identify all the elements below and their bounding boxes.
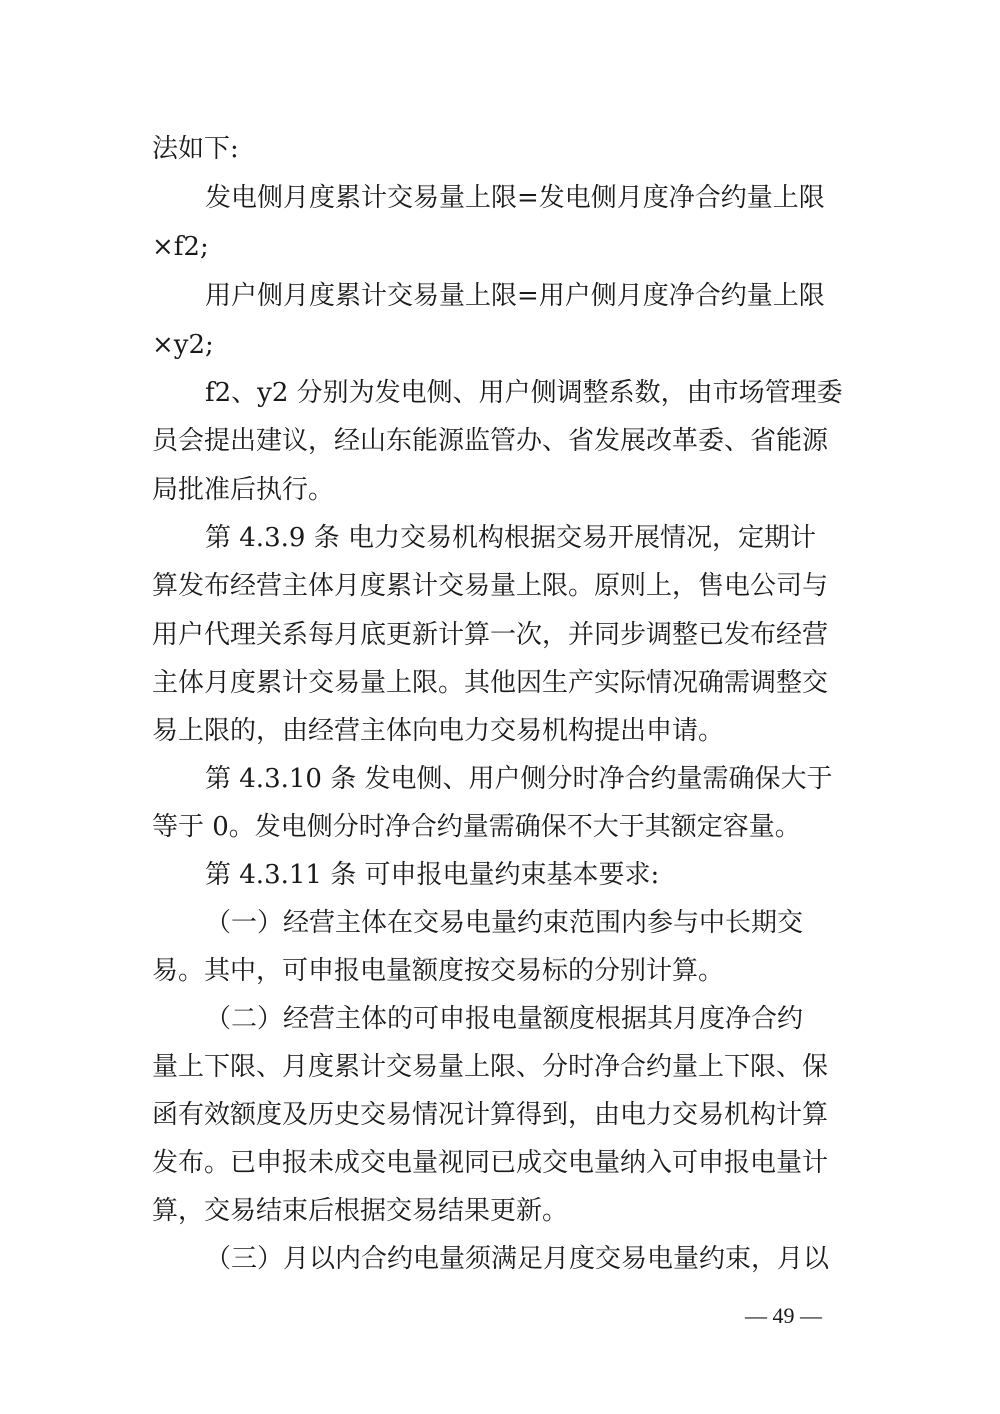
text-line [0, 320, 1000, 370]
line-text: 员会提出建议，经山东能源监管办、省发展改革委、省能源 [152, 426, 829, 456]
text-line [0, 1042, 1000, 1092]
text-line [0, 1138, 1000, 1188]
line-text: 算发布经营主体月度累计交易量上限。原则上，售电公司与 [152, 571, 829, 601]
text-line [0, 561, 1000, 611]
text-line [0, 465, 1000, 515]
line-text: 易。其中，可申报电量额度按交易标的分别计算。 [152, 956, 725, 986]
text-line [0, 994, 1000, 1044]
text-line [0, 1234, 1000, 1284]
text-line [0, 271, 1000, 321]
line-text: 等于 0。发电侧分时净合约量需确保不大于其额定容量。 [152, 812, 801, 842]
text-line [0, 173, 1000, 223]
line-text: 第 4.3.10 条 发电侧、用户侧分时净合约量需确保大于 [205, 764, 833, 794]
line-text: 法如下: [152, 134, 239, 164]
line-text: 局批准后执行。 [152, 475, 335, 505]
line-text: f2、y2 分别为发电侧、用户侧调整系数，由市场管理委 [205, 378, 843, 408]
text-line [0, 898, 1000, 948]
text-line [0, 610, 1000, 660]
line-text: ×y2; [152, 330, 214, 360]
line-text: 用户代理关系每月底更新计算一次，并同步调整已发布经营 [152, 620, 829, 650]
text-line [0, 706, 1000, 756]
line-text: 主体月度累计交易量上限。其他因生产实际情况确需调整交 [152, 668, 829, 698]
line-text: 函有效额度及历史交易情况计算得到，由电力交易机构计算 [152, 1100, 829, 1130]
text-line [0, 1090, 1000, 1140]
line-text: 发布。已申报未成交电量视同已成交电量纳入可申报电量计 [152, 1148, 829, 1178]
line-text: （三）月以内合约电量须满足月度交易电量约束，月以 [205, 1244, 830, 1274]
text-line [0, 754, 1000, 804]
text-line [0, 850, 1000, 900]
line-text: （一）经营主体在交易电量约束范围内参与中长期交 [205, 908, 804, 938]
line-text: 易上限的，由经营主体向电力交易机构提出申请。 [152, 716, 725, 746]
line-text: 发电侧月度累计交易量上限=发电侧月度净合约量上限 [205, 183, 825, 213]
line-text: 用户侧月度累计交易量上限=用户侧月度净合约量上限 [205, 281, 825, 311]
page-number: — 49 — [745, 1303, 822, 1328]
text-line [0, 368, 1000, 418]
line-text: 第 4.3.11 条 可申报电量约束基本要求: [205, 860, 660, 890]
line-text: ×f2; [152, 232, 209, 262]
text-line [0, 513, 1000, 563]
line-text: 量上下限、月度累计交易量上限、分时净合约量上下限、保 [152, 1052, 829, 1082]
text-line [0, 1186, 1000, 1236]
line-text: （二）经营主体的可申报电量额度根据其月度净合约 [205, 1004, 804, 1034]
line-text: 算，交易结束后根据交易结果更新。 [152, 1196, 569, 1226]
text-line [0, 416, 1000, 466]
text-line [0, 946, 1000, 996]
text-line [0, 802, 1000, 852]
text-line [0, 658, 1000, 708]
line-text: 第 4.3.9 条 电力交易机构根据交易开展情况，定期计 [205, 523, 816, 553]
text-line [0, 222, 1000, 272]
text-line [0, 124, 1000, 174]
